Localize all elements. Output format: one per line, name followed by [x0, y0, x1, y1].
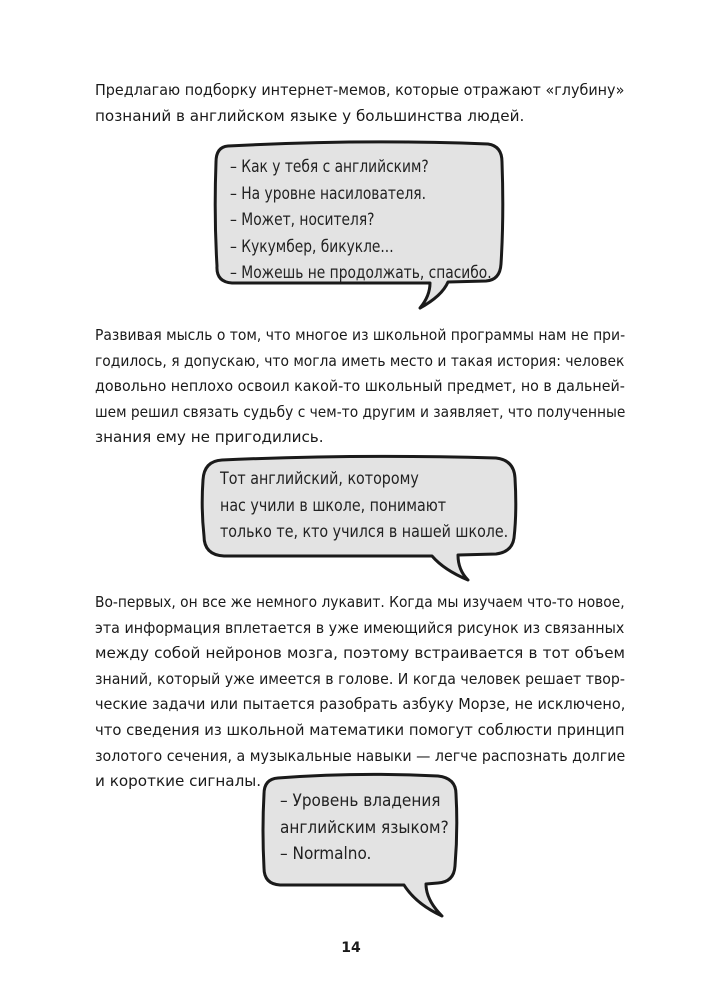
- bubble-line: – Кукумбер, бикукле...: [230, 236, 394, 257]
- text-line: годилось, я допускаю, что могла иметь место и такая история: человек: [95, 351, 625, 370]
- text-line: что сведения из школьной математики помогут соблюсти принцип: [95, 720, 625, 739]
- bubble-line: нас учили в школе, понимают: [220, 495, 447, 516]
- bubble-line: – Может, носителя?: [230, 210, 375, 230]
- text-line: эта информация вплетается в уже имеющийся рисунок из связанных: [95, 618, 625, 637]
- bubble-line: – На уровне насилователя.: [230, 183, 426, 204]
- paragraph-intro: [95, 78, 625, 129]
- speech-bubble-normalno: [258, 770, 468, 920]
- speech-bubble-english-level: [210, 136, 510, 316]
- bubble-line: – Уровень владения: [280, 791, 441, 811]
- text-line: Во-первых, он все же немного лукавит. Когда мы изучаем что-то новое,: [95, 593, 625, 611]
- bubble-line: английским языком?: [280, 817, 449, 838]
- page-number: 14: [341, 940, 361, 956]
- bubble-line: – Как у тебя с английским?: [230, 157, 429, 177]
- text-line: ческие задачи или пытается разобрать азбуку Морзе, не исключено,: [95, 695, 626, 714]
- text-line: шем решил связать судьбу с чем-то другим и заявляет, что полученные: [95, 402, 626, 421]
- text-line: знания ему не пригодились.: [95, 428, 324, 447]
- paragraph-first-point: [95, 590, 625, 795]
- text-line: золотого сечения, а музыкальные навыки — легче распознать долгие: [95, 746, 626, 765]
- text-line: познаний в английском языке у большинства людей.: [95, 106, 525, 125]
- bubble-line: – Normalno.: [280, 844, 372, 864]
- text-line: между собой нейронов мозга, поэтому встраивается в тот объем: [95, 644, 625, 663]
- text-line: Развивая мысль о том, что многое из школьной программы нам не при-: [95, 326, 626, 344]
- bubble-line: – Можешь не продолжать, спасибо.: [230, 263, 492, 283]
- bubble-line: Тот английский, которому: [220, 469, 419, 489]
- text-line: Предлагаю подборку интернет-мемов, которые отражают «глубину»: [95, 81, 625, 99]
- text-line: и короткие сигналы.: [95, 772, 262, 791]
- text-line: знаний, который уже имеется в голове. И когда человек решает твор-: [95, 669, 625, 688]
- paragraph-school-program: [95, 323, 625, 451]
- text-line: довольно неплохо освоил какой-то школьный предмет, но в дальней-: [95, 377, 625, 396]
- bubble-line: только те, кто учился в нашей школе.: [220, 522, 509, 542]
- speech-bubble-school-english: [196, 452, 526, 584]
